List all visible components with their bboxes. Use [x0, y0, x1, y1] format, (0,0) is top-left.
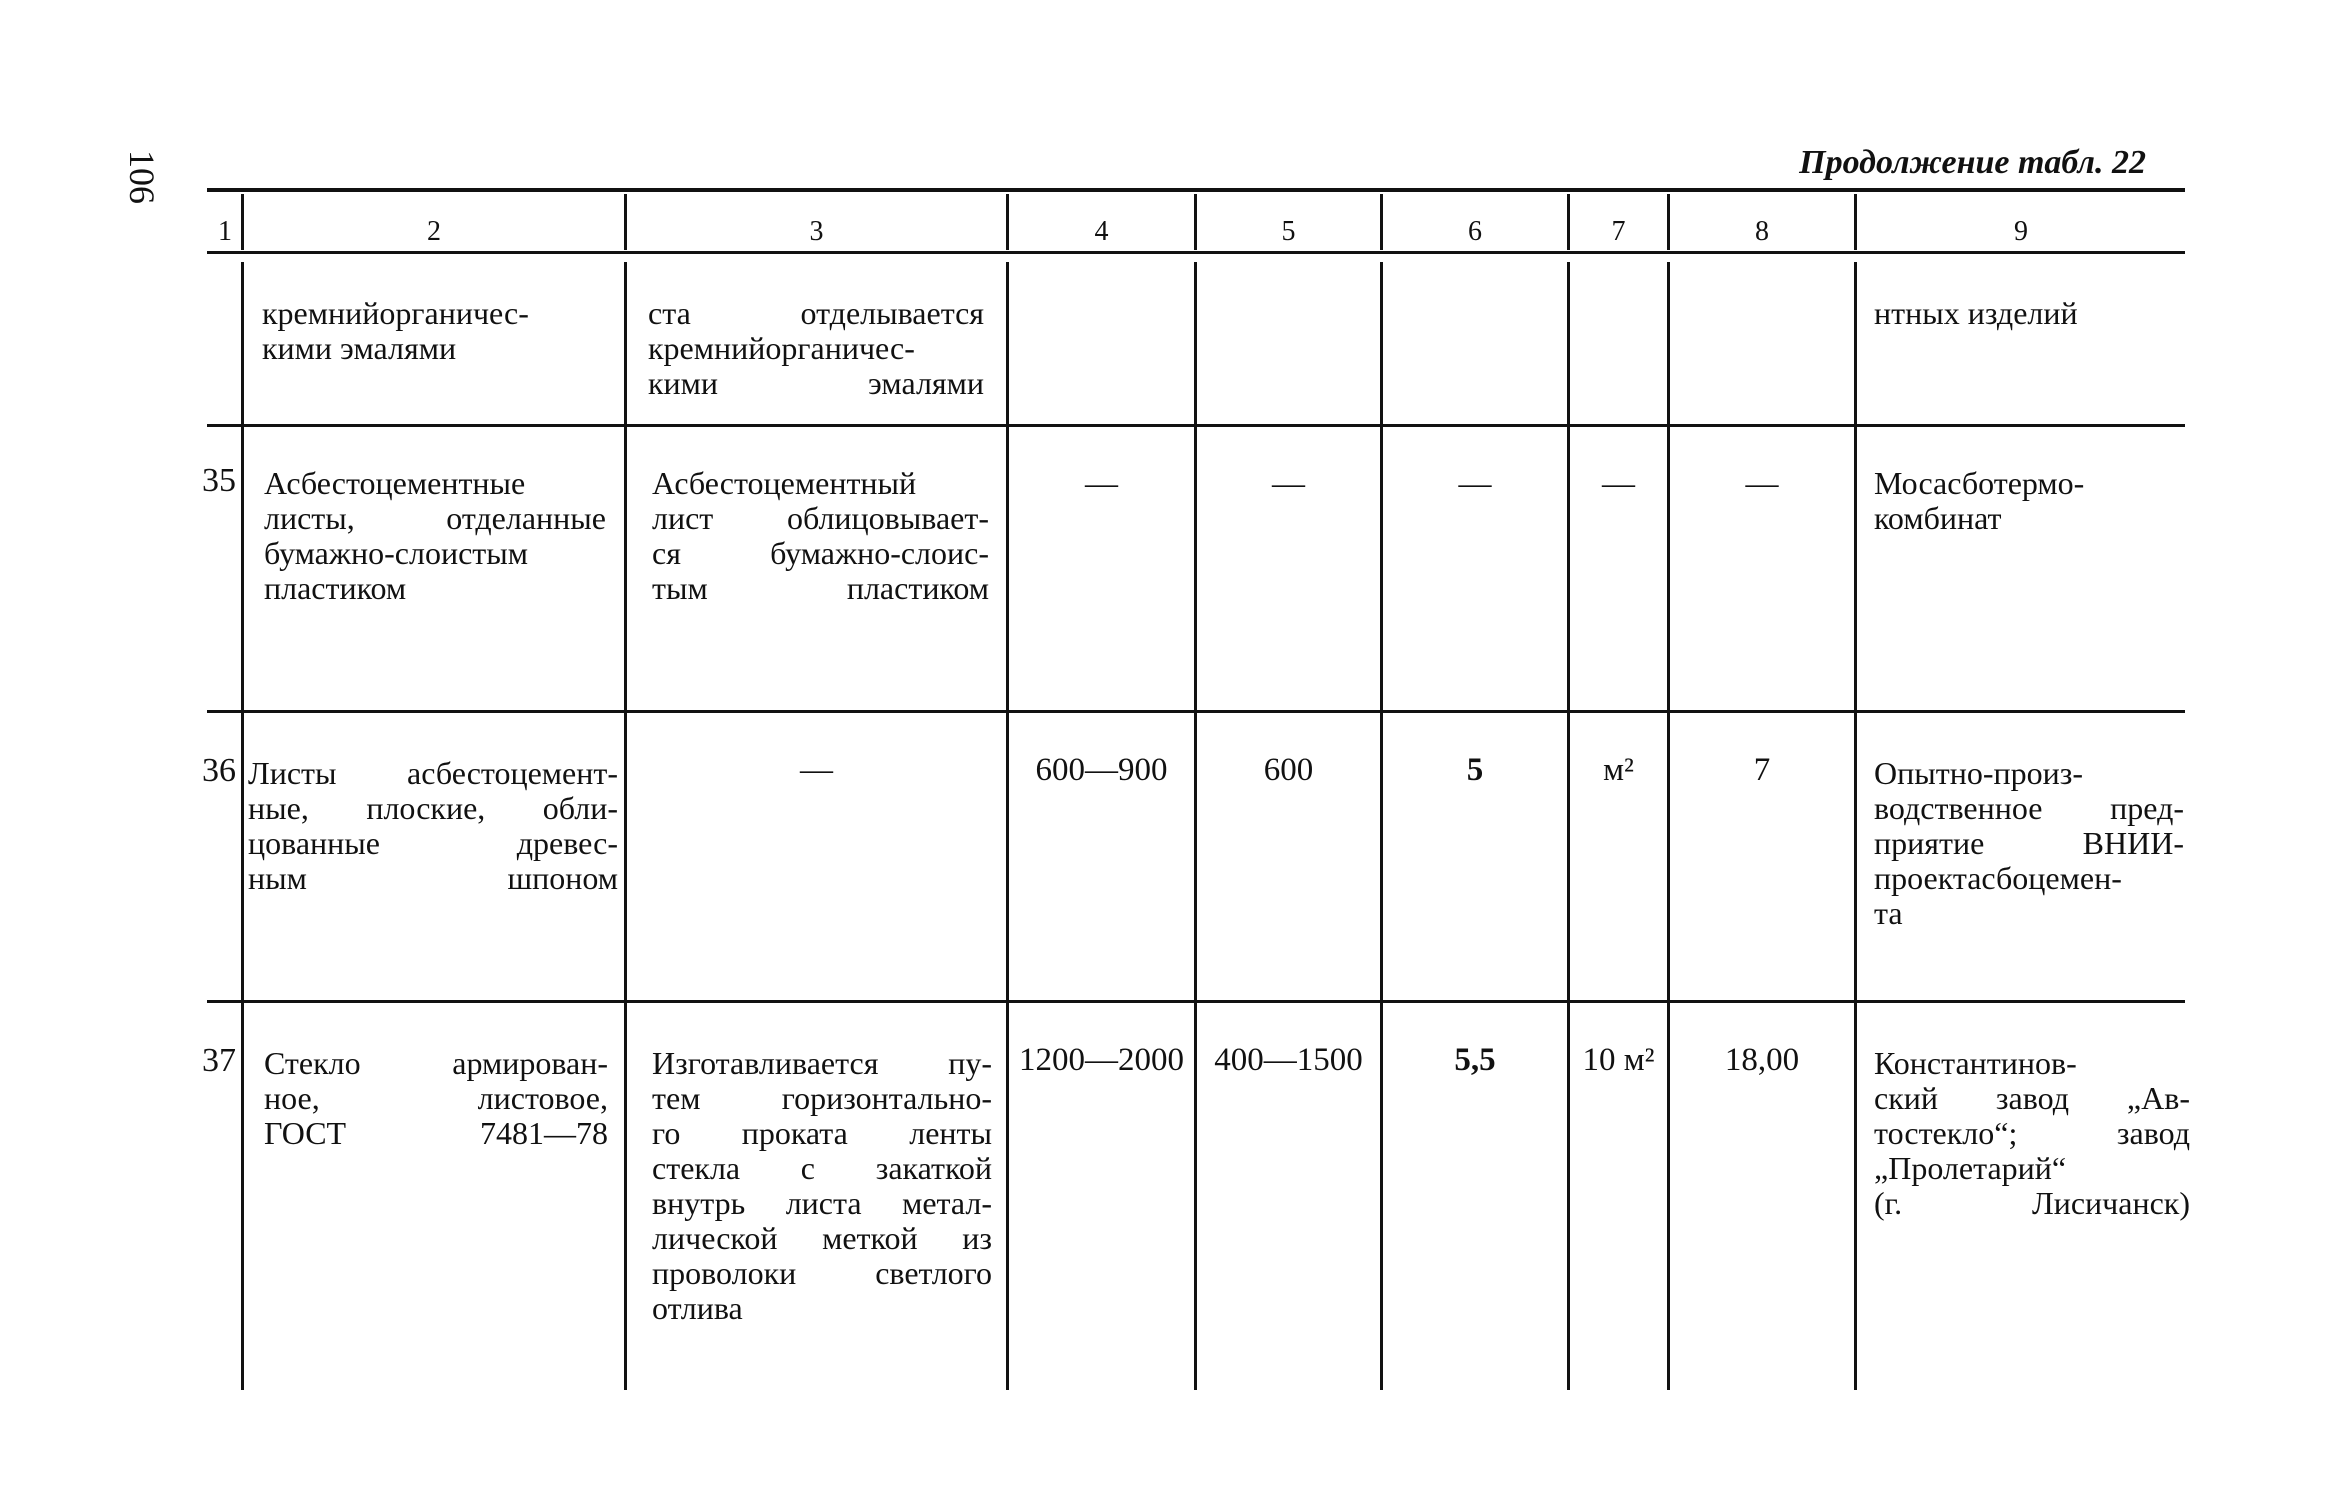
- column-header-1: 1: [218, 216, 232, 247]
- row-number: 37: [202, 1042, 236, 1079]
- table-caption: Продолжение табл. 22: [1799, 144, 2146, 181]
- row-37-col4: 1200—2000: [1019, 1042, 1184, 1078]
- column-divider: [1667, 262, 1670, 1390]
- column-header-5: 5: [1281, 216, 1296, 247]
- row-continuation-name: кремнийорганичес- кими эмалями: [262, 295, 529, 366]
- row-35-col5: —: [1272, 466, 1305, 502]
- row-36-col7: м²: [1603, 752, 1634, 788]
- row-35-maker: Мосасботермо- комбинат: [1874, 465, 2085, 536]
- column-divider: [241, 262, 244, 1390]
- header-bottom-rule: [207, 251, 2185, 254]
- row-36-col5: 600: [1263, 752, 1314, 788]
- row-36-name: Листы асбестоцемент- ные, плоские, обли- цованные древес- ным шпоном: [248, 755, 618, 896]
- row-37-maker: Константинов- ский завод „Ав- тостекло“; завод „Пролетарий“ (г. Лисичанск): [1874, 1045, 2190, 1221]
- column-header-3: 3: [809, 216, 824, 247]
- row-continuation-maker: нтных изделий: [1874, 295, 2078, 331]
- row-35-col4: —: [1085, 466, 1118, 502]
- column-header-9: 9: [2014, 216, 2028, 247]
- column-divider: [624, 262, 627, 1390]
- column-header-2: 2: [427, 216, 441, 247]
- row-36-desc: —: [800, 752, 833, 788]
- row-36-col8: 7: [1753, 752, 1771, 788]
- row-37-col5: 400—1500: [1214, 1042, 1363, 1078]
- row-35-desc: Асбестоцементный лист облицовывает- ся бумажно-слоис- тым пластиком: [652, 465, 989, 606]
- row-37-col6: 5,5: [1454, 1042, 1496, 1078]
- column-header-4: 4: [1094, 216, 1109, 247]
- row-37-col7: 10 м²: [1582, 1042, 1655, 1078]
- row-number: 36: [202, 752, 236, 789]
- table-top-rule: [207, 188, 2185, 192]
- row-36-col4: 600—900: [1035, 752, 1168, 788]
- row-35-col8: —: [1745, 466, 1779, 502]
- row-36-col6: 5: [1466, 752, 1484, 788]
- column-header-6: 6: [1468, 216, 1482, 247]
- column-divider: [1567, 262, 1570, 1390]
- row-37-desc: Изготавливается пу- тем горизонтально- го проката ленты стекла с закаткой внутрь листа метал- лической меткой из проволоки светлого отлива: [652, 1045, 992, 1326]
- row-continuation-desc: ста отделывается кремнийорганичес- кими эмалями: [648, 295, 984, 401]
- column-divider: [1380, 262, 1383, 1390]
- column-header-8: 8: [1755, 216, 1769, 247]
- row-35-name: Асбестоцементные листы, отделанные бумажно-слоистым пластиком: [264, 465, 606, 606]
- page-number: 106: [122, 150, 162, 204]
- row-36-maker: Опытно-произ- водственное пред- приятие ВНИИ- проектасбоцемен- та: [1874, 755, 2184, 931]
- column-divider: [1194, 262, 1197, 1390]
- row-37-name: Стекло армирован- ное, листовое, ГОСТ 7481—78: [264, 1045, 608, 1151]
- column-divider: [1854, 262, 1857, 1390]
- column-header-7: 7: [1611, 216, 1626, 247]
- row-37-col8: 18,00: [1724, 1042, 1800, 1078]
- row-number: 35: [202, 462, 236, 499]
- row-35-col7: —: [1602, 466, 1635, 502]
- column-divider: [1006, 262, 1009, 1390]
- row-35-col6: —: [1458, 466, 1492, 502]
